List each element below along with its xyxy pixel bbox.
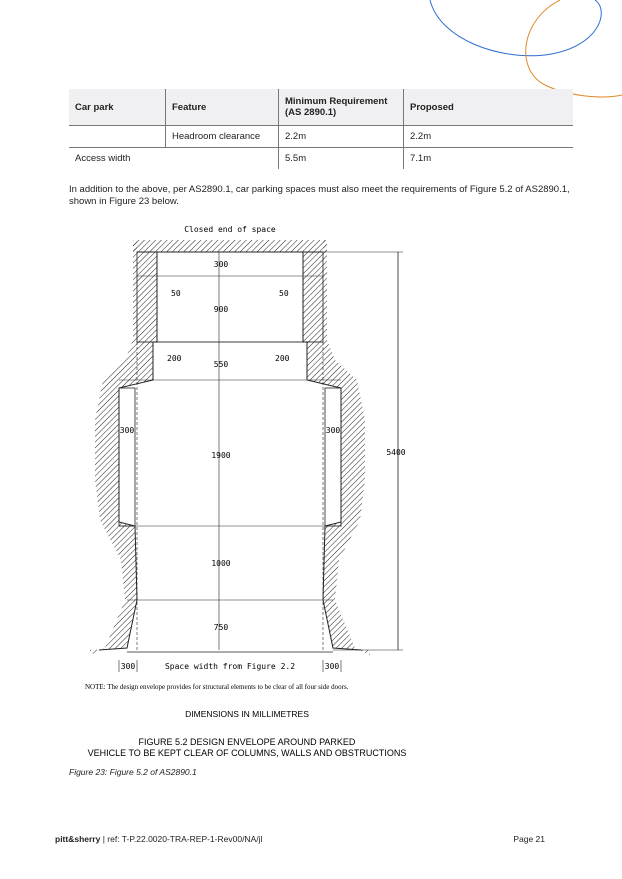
space-width-label: Space width from Figure 2.2 [164, 662, 296, 671]
footer-ref: | ref: T-P.22.0020-TRA-REP-1-Rev00/NA/jl [100, 834, 263, 844]
dim-200-right: 200 [275, 354, 290, 363]
blue-curve [430, 0, 601, 56]
table-header-row [69, 89, 573, 126]
figure-title-line1: FIGURE 5.2 DESIGN ENVELOPE AROUND PARKED [138, 737, 356, 747]
cell-proposed: 2.2m [404, 126, 574, 148]
header-minimum-requirement: Minimum Requirement (AS 2890.1) [279, 89, 404, 126]
header-proposed: Proposed [404, 89, 574, 126]
footer-page-number: Page 21 [513, 834, 545, 844]
page-footer [55, 834, 545, 844]
cell-minimum: 2.2m [279, 126, 404, 148]
closed-end-label: Closed end of space [184, 225, 276, 234]
cell-car-park [69, 126, 166, 148]
footer-brand: pitt&sherry [55, 834, 101, 844]
dim-50-left: 50 [171, 289, 181, 298]
top-wall-hatch [133, 240, 327, 252]
dim-300-top: 300 [213, 260, 229, 269]
dim-550: 550 [213, 360, 229, 369]
figure-caption: Figure 23: Figure 5.2 of AS2890.1 [69, 767, 197, 777]
cell-minimum: 5.5m [279, 148, 404, 170]
figure-title-line2: VEHICLE TO BE KEPT CLEAR OF COLUMNS, WALLS AND OBSTRUCTIONS [87, 748, 407, 758]
right-door-box [325, 388, 341, 526]
dim-900: 900 [213, 305, 229, 314]
dim-50-right: 50 [279, 289, 289, 298]
dim-750: 750 [213, 623, 229, 632]
cell-proposed: 7.1m [404, 148, 574, 170]
table-row [69, 126, 573, 148]
left-door-box [119, 388, 135, 526]
dim-300-left: 300 [119, 426, 135, 435]
requirements-table [69, 89, 573, 169]
table-row [69, 148, 573, 170]
dim-5400: 5400 [386, 448, 406, 457]
intro-paragraph: In addition to the above, per AS2890.1, car parking spaces must also meet the requirements of Figure 5.2 of AS2890.1, shown in Figure 23 below. [69, 184, 570, 207]
orange-curve [526, 0, 622, 97]
dim-300-bottom-right: 300 [324, 662, 340, 671]
design-envelope-figure [85, 220, 525, 760]
dim-200-left: 200 [167, 354, 182, 363]
dim-300-right: 300 [325, 426, 341, 435]
figure-note: NOTE: The design envelope provides for structural elements to be clear of all four side doors. [85, 683, 349, 691]
header-feature: Feature [166, 89, 279, 126]
cell-label: Access width [75, 153, 131, 164]
header-car-park: Car park [69, 89, 166, 126]
right-wall-hatch [303, 240, 370, 655]
units-label: DIMENSIONS IN MILLIMETRES [185, 709, 309, 719]
dim-300-bottom-left: 300 [120, 662, 136, 671]
left-wall-hatch [90, 240, 157, 655]
cell-feature: Headroom clearance [166, 126, 279, 148]
dim-1000: 1000 [211, 559, 231, 568]
dim-1900: 1900 [211, 451, 231, 460]
bay-upper-box [137, 252, 323, 342]
